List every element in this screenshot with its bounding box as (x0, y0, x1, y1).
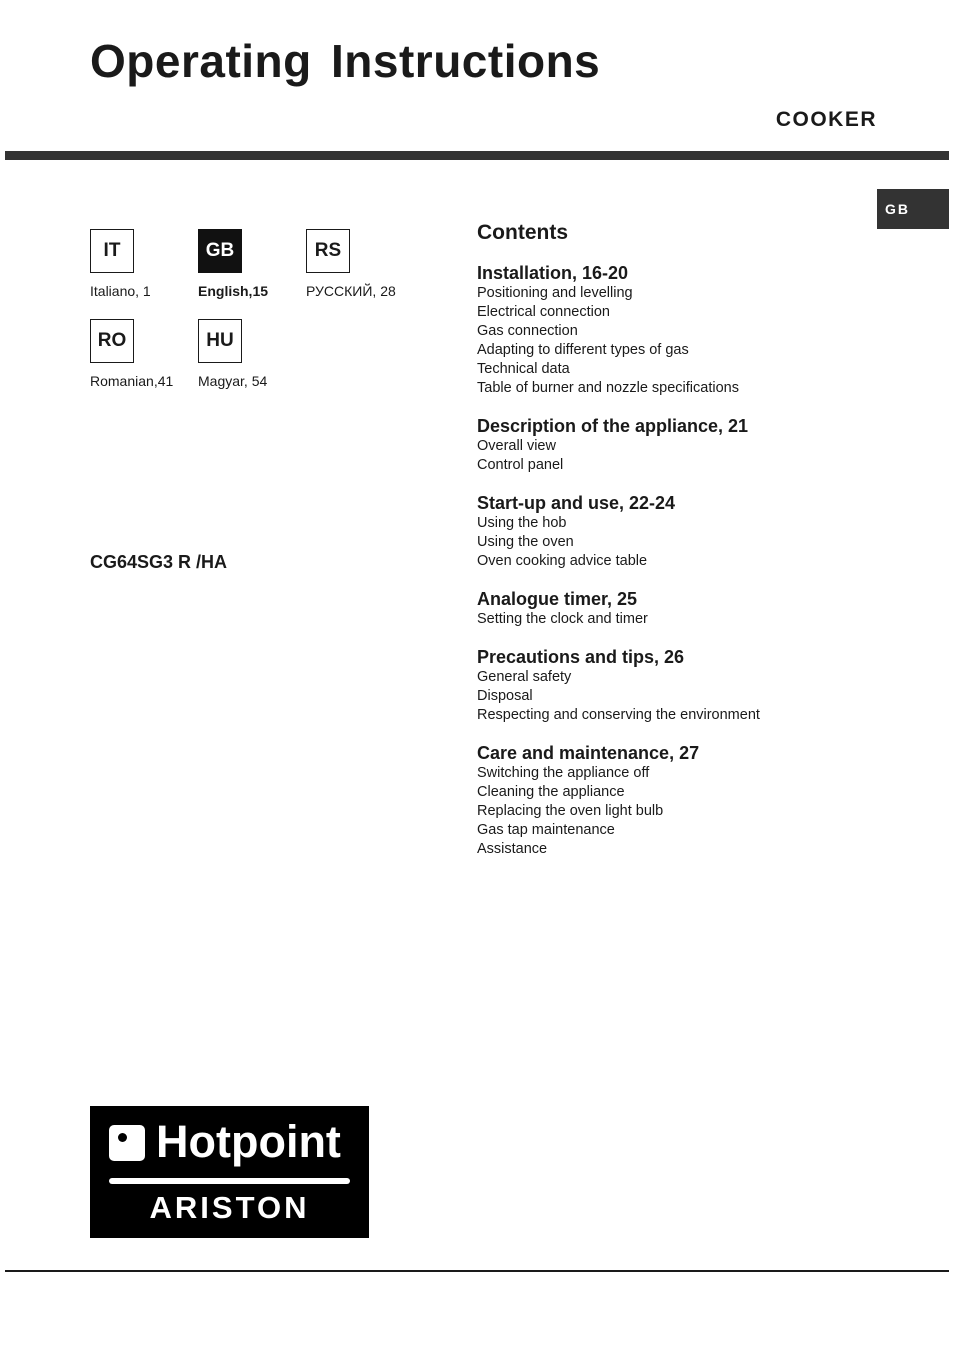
language-label: Italiano, 1 (90, 283, 151, 299)
product-type: COOKER (775, 108, 877, 131)
section-title: Installation, 16-20 (477, 263, 629, 283)
logo-divider (109, 1178, 350, 1184)
section-item: Gas connection (477, 323, 578, 339)
section-item: Table of burner and nozzle specifications (477, 380, 739, 396)
section-item: Using the oven (477, 534, 574, 550)
contents-section-startup (477, 492, 877, 571)
language-code-box: RS (306, 229, 350, 273)
language-label: Romanian,41 (90, 373, 174, 389)
section-item: Control panel (477, 457, 564, 473)
section-title: Precautions and tips, 26 (477, 647, 685, 667)
language-label: РУССКИЙ, 28 (306, 283, 396, 299)
section-item: Replacing the oven light bulb (477, 803, 664, 819)
section-title: Description of the appliance, 21 (477, 416, 749, 436)
section-item: General safety (477, 669, 572, 685)
page-title: Operating Instructions (90, 35, 601, 87)
contents-heading: Contents (477, 221, 568, 244)
contents-section-installation (477, 262, 877, 398)
contents-section-timer (477, 588, 877, 629)
hotpoint-ariston-logo (90, 1106, 369, 1238)
section-title: Care and maintenance, 27 (477, 743, 700, 763)
section-item: Gas tap maintenance (477, 822, 615, 838)
header-divider (5, 151, 949, 160)
section-item: Respecting and conserving the environment (477, 707, 760, 723)
contents-section-precautions (477, 646, 877, 725)
language-rs (306, 229, 436, 299)
language-code-box: HU (198, 319, 242, 363)
section-item: Switching the appliance off (477, 765, 650, 781)
section-item: Overall view (477, 438, 556, 454)
section-item: Setting the clock and timer (477, 611, 648, 627)
section-title: Start-up and use, 22-24 (477, 493, 676, 513)
table-of-contents (477, 221, 877, 876)
logo-brand-line2: ARISTON (149, 1190, 310, 1225)
language-code-box: IT (90, 229, 134, 273)
language-label: Magyar, 54 (198, 373, 268, 389)
language-code-box: RO (90, 319, 134, 363)
section-item: Adapting to different types of gas (477, 342, 689, 358)
contents-section-description (477, 415, 877, 475)
section-title: Analogue timer, 25 (477, 589, 638, 609)
section-item: Technical data (477, 361, 570, 377)
language-label: English,15 (198, 283, 269, 299)
section-item: Electrical connection (477, 304, 610, 320)
footer-divider (5, 1270, 949, 1272)
section-item: Oven cooking advice table (477, 553, 648, 569)
section-item: Disposal (477, 688, 533, 704)
section-item: Using the hob (477, 515, 567, 531)
language-code-box: GB (198, 229, 242, 273)
contents-section-care (477, 742, 877, 859)
language-hu (198, 319, 328, 389)
section-item: Assistance (477, 841, 548, 857)
section-item: Positioning and levelling (477, 285, 633, 301)
language-tab-gb: GB (877, 189, 949, 229)
brand-mark-icon (109, 1125, 145, 1161)
model-number: CG64SG3 R /HA (90, 552, 228, 572)
logo-brand-line1: Hotpoint (156, 1116, 341, 1167)
section-item: Cleaning the appliance (477, 784, 625, 800)
